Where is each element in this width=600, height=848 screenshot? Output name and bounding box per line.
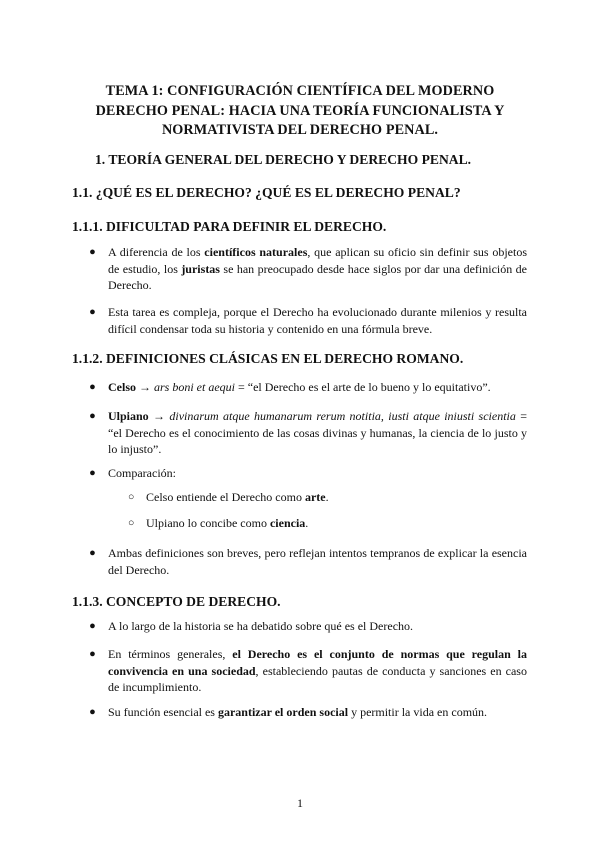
paragraph: Celso → ars boni et aequi = “el Derecho es el arte de lo bueno y lo equitativo”.: [108, 380, 491, 394]
bullet-icon: ●: [89, 306, 96, 318]
paragraph: Comparación:: [108, 466, 176, 480]
page-number: 1: [297, 796, 303, 810]
paragraph: Su función esencial es garantizar el orden social y permitir la vida en común.: [108, 705, 488, 719]
paragraph: Ulpiano → divinarum atque humanarum rerum notitia, iusti atque iniusti scientia = “el Derecho es el conocimiento de las cosas divinas y humanas, la ciencia de lo justo y lo injusto”.: [108, 409, 527, 456]
heading-1-1: 1.1. ¿QUÉ ES EL DERECHO? ¿QUÉ ES EL DERECHO PENAL?: [72, 185, 461, 200]
sub-bullet-icon: ○: [128, 492, 135, 503]
bullet-icon: ●: [89, 648, 96, 660]
bullet-icon: ●: [89, 467, 96, 479]
sub-bullet-icon: ○: [128, 518, 135, 529]
paragraph: Esta tarea es compleja, porque el Derecho ha evolucionado durante milenios y resulta difícil condensar toda su historia y contenido en una fórmula breve.: [108, 305, 527, 336]
sub-item: Celso entiende el Derecho como arte.: [146, 490, 329, 504]
document-title: [70, 82, 530, 141]
sub-item: Ulpiano lo concibe como ciencia.: [146, 516, 309, 530]
bullet-icon: ●: [89, 381, 96, 393]
title-line: NORMATIVISTA DEL DERECHO PENAL.: [161, 122, 439, 138]
title-line: DERECHO PENAL: HACIA UNA TEORÍA FUNCIONALISTA Y: [95, 102, 505, 119]
bullet-icon: ●: [89, 547, 96, 559]
title-line: TEMA 1: CONFIGURACIÓN CIENTÍFICA DEL MODERNO: [105, 83, 495, 99]
paragraph: Ambas definiciones son breves, pero reflejan intentos tempranos de explicar la esencia del Derecho.: [108, 546, 527, 577]
paragraph: A diferencia de los científicos naturales, que aplican su oficio sin definir sus objetos de estudio, los juristas se han preocupado desde hace siglos por dar una definición de Derecho.: [108, 245, 527, 292]
paragraph: A lo largo de la historia se ha debatido sobre qué es el Derecho.: [108, 619, 414, 633]
heading-1-1-2: 1.1.2. DEFINICIONES CLÁSICAS EN EL DERECHO ROMANO.: [72, 351, 464, 366]
bullet-icon: ●: [89, 620, 96, 632]
bullet-icon: ●: [89, 410, 96, 422]
heading-1-1-3: 1.1.3. CONCEPTO DE DERECHO.: [72, 594, 281, 609]
paragraph: En términos generales, el Derecho es el conjunto de normas que regulan la convivencia en una sociedad, estableciendo pautas de conducta y sanciones en caso de incumplimiento.: [108, 647, 527, 694]
heading-1: 1. TEORÍA GENERAL DEL DERECHO Y DERECHO PENAL.: [95, 152, 472, 167]
heading-1-1-1: 1.1.1. DIFICULTAD PARA DEFINIR EL DERECHO.: [72, 219, 387, 234]
bullet-icon: ●: [89, 246, 96, 258]
bullet-icon: ●: [89, 706, 96, 718]
